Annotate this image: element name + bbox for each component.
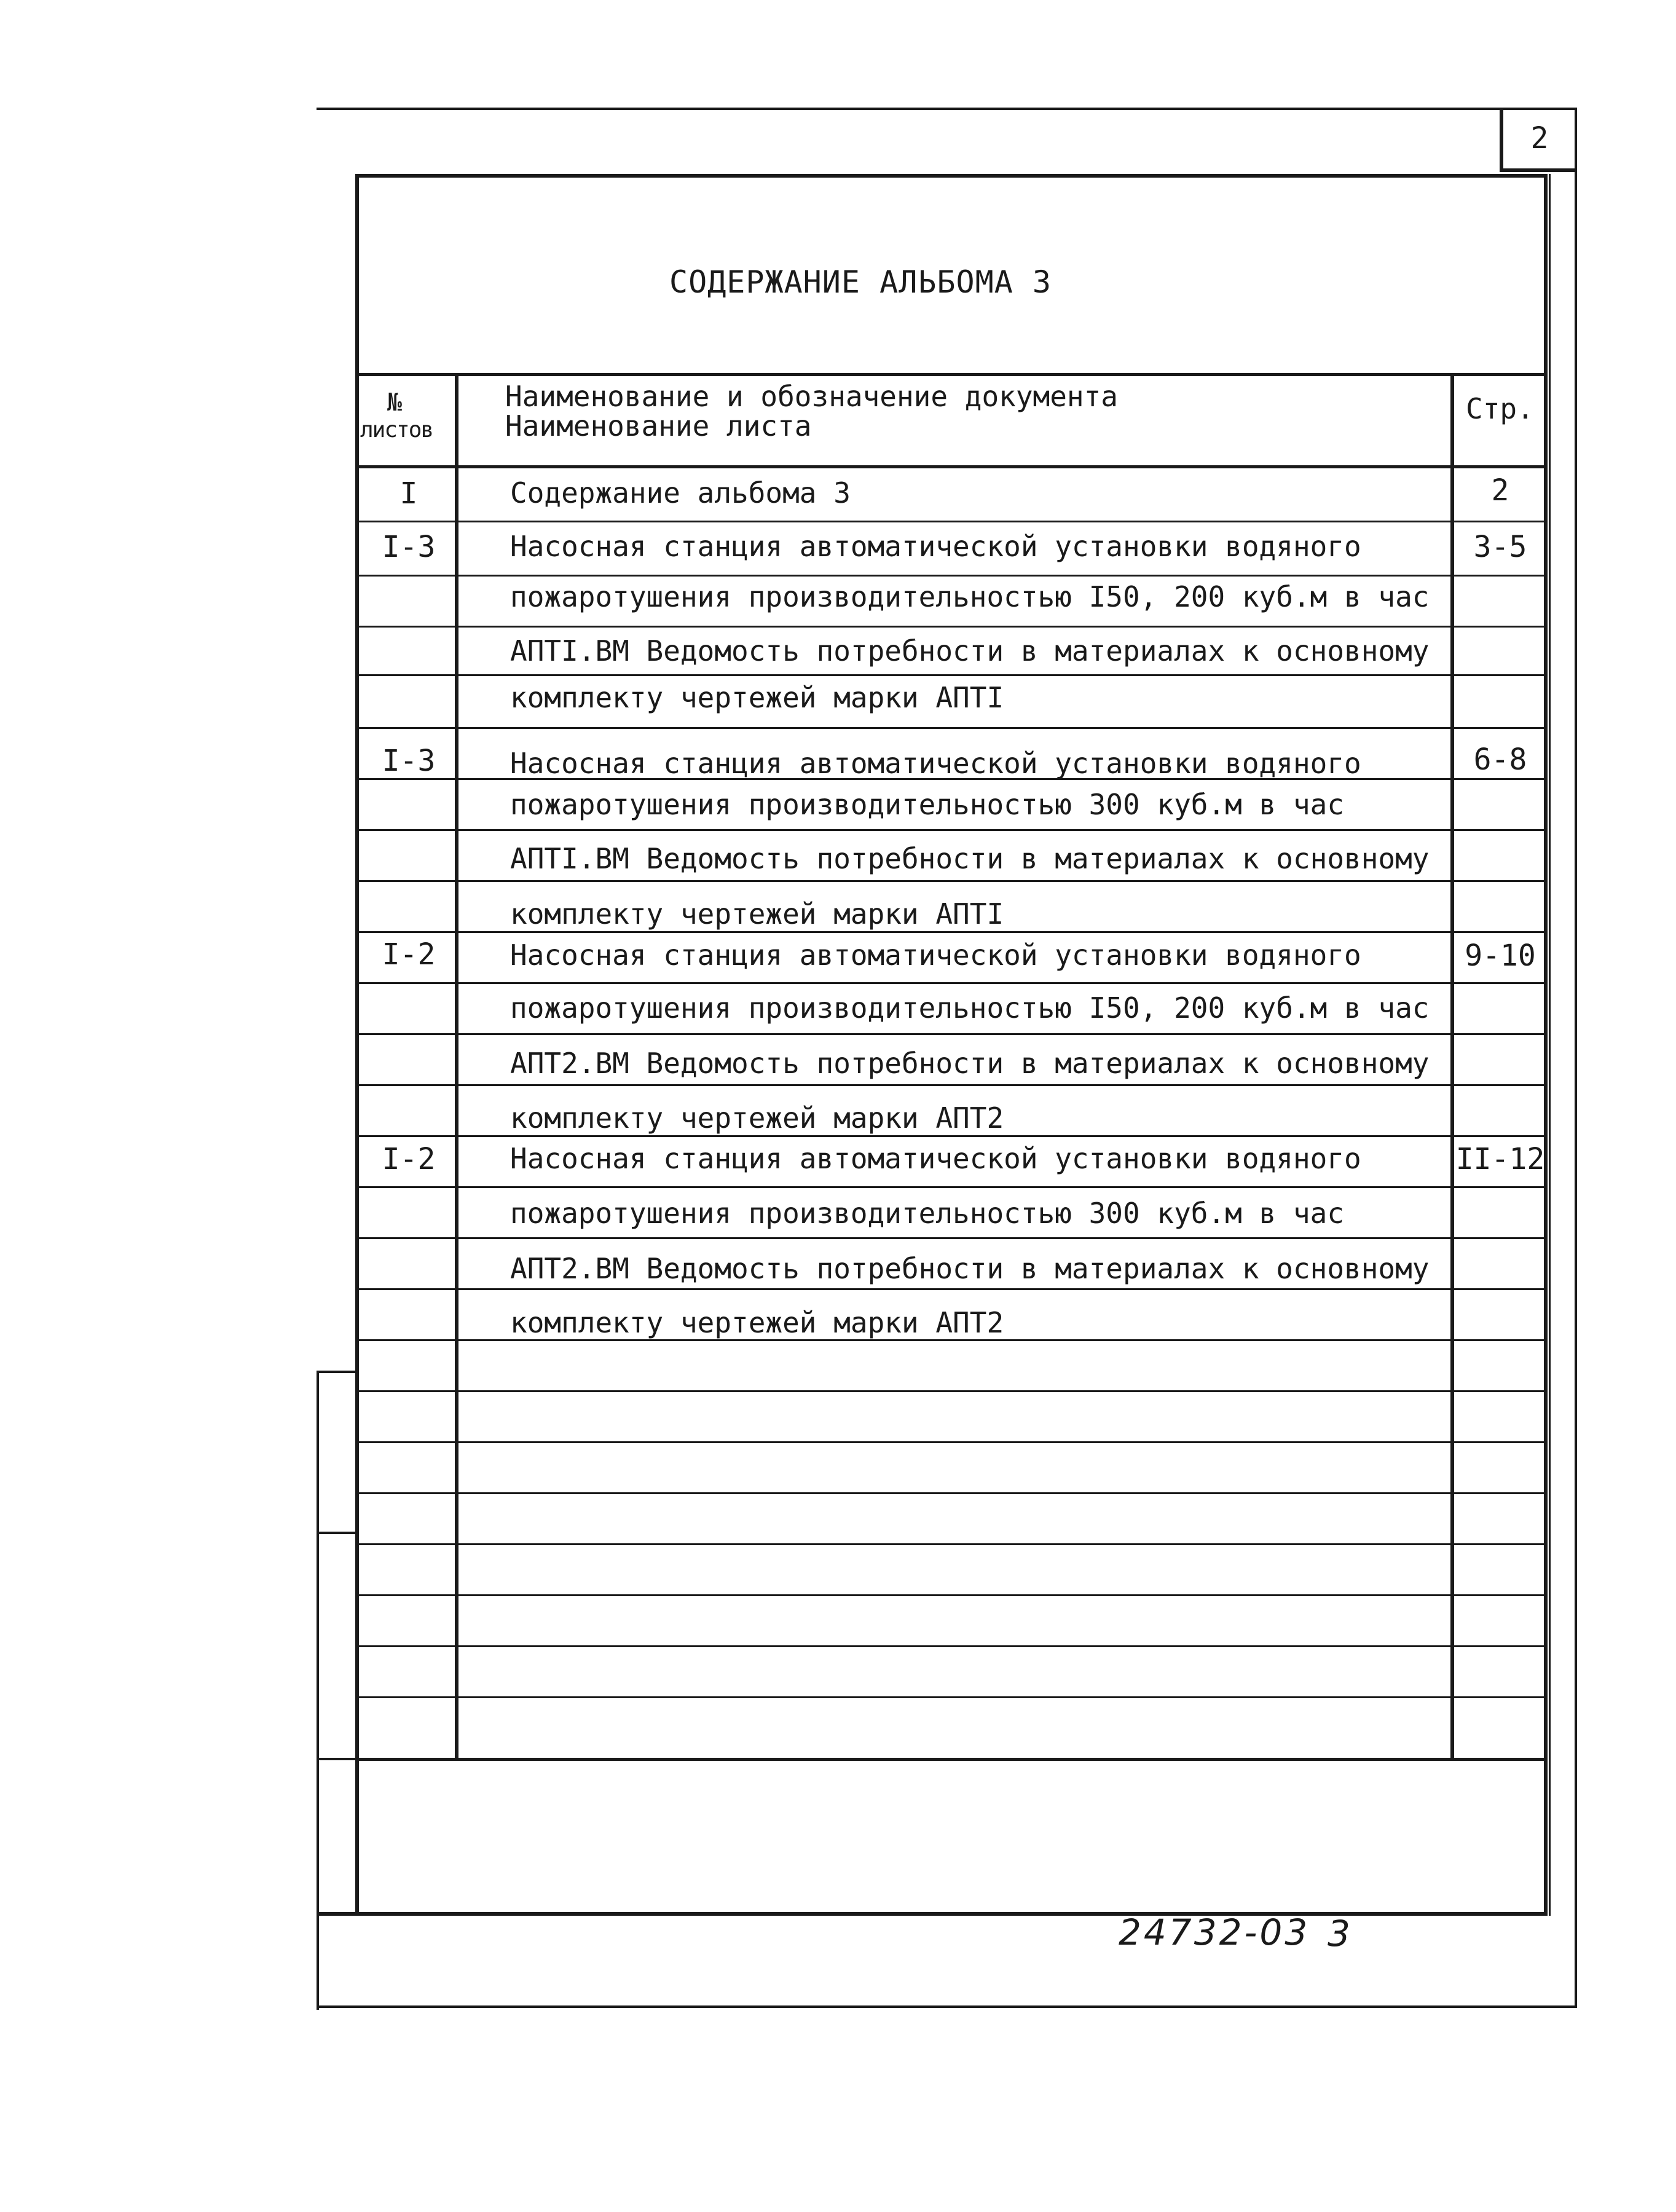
row-line (359, 829, 1544, 831)
main-frame-top (355, 174, 1548, 178)
row-line (359, 1084, 1544, 1086)
header-name-line2: Наименование листа (505, 409, 812, 443)
binding-strip-top (317, 1371, 357, 1373)
page-ref: 9-10 (1465, 939, 1536, 973)
sheet-name: Насосная станция автоматической установки водяного (510, 747, 1361, 780)
col-divider-num (455, 373, 458, 1759)
main-frame-right (1544, 174, 1548, 1916)
page-ref: II-12 (1455, 1142, 1545, 1176)
sheet-name: комплекту чертежей марки АПТ2 (510, 1101, 1004, 1135)
row-line (359, 982, 1544, 984)
row-line (359, 880, 1544, 882)
outer-frame-top (317, 108, 1576, 110)
sheet-name: Насосная станция автоматической установки водяного (510, 530, 1361, 563)
main-frame-left (355, 174, 359, 1916)
sheet-name: комплекту чертежей марки АПТI (510, 897, 1004, 931)
row-line (359, 674, 1544, 676)
header-page-label: Стр. (1466, 392, 1534, 425)
sheet-name: пожаротушения производительностью 300 куб.м в час (510, 1197, 1345, 1230)
sheet-num: I (399, 476, 418, 511)
sheet-name: пожаротушения производительностью I50, 200 куб.м в час (510, 580, 1430, 613)
row-line (359, 1237, 1544, 1239)
row-line (359, 575, 1544, 577)
header-num-symbol: № (387, 388, 403, 417)
outer-frame-right (1575, 108, 1577, 2008)
header-num-label: листов (360, 417, 433, 443)
row-line (359, 1696, 1544, 1698)
row-line (359, 727, 1544, 729)
header-name-line1: Наименование и обозначение документа (505, 380, 1118, 413)
sheet-name: АПТ2.ВМ Ведомость потребности в материалах к основному (510, 1047, 1430, 1080)
table-header-bottom-border (355, 465, 1548, 468)
binding-strip-mid1 (317, 1532, 357, 1534)
binding-strip-mid2 (317, 1758, 357, 1760)
row-line (359, 1339, 1544, 1341)
row-line (359, 1543, 1544, 1545)
sheet-name: Насосная станция автоматической установки водяного (510, 1142, 1361, 1175)
sheet-name: пожаротушения производительностью I50, 200 куб.м в час (510, 991, 1430, 1025)
row-line (359, 1645, 1544, 1647)
row-line (359, 1594, 1544, 1596)
sheet-num: I-2 (382, 1142, 436, 1176)
binding-strip-right (317, 1371, 319, 1916)
row-line (359, 1288, 1544, 1290)
right-margin-line (1549, 174, 1551, 1916)
row-line (359, 1441, 1544, 1443)
sheet-name: пожаротушения производительностью 300 куб.м в час (510, 788, 1345, 821)
sheet-name: Содержание альбома 3 (510, 476, 851, 510)
album-contents-title: СОДЕРЖАНИЕ АЛЬБОМА 3 (669, 264, 1052, 300)
sheet-name: АПТI.ВМ Ведомость потребности в материалах к основному (510, 634, 1430, 667)
page-number: 2 (1530, 120, 1549, 155)
row-line (359, 931, 1544, 933)
row-line (359, 521, 1544, 522)
row-line (359, 1033, 1544, 1035)
row-line (359, 1186, 1544, 1188)
page-ref: 3-5 (1473, 530, 1527, 564)
row-line (359, 626, 1544, 628)
table-top-border (355, 373, 1548, 376)
row-line (359, 1135, 1544, 1137)
sheet-name: Насосная станция автоматической установки водяного (510, 939, 1361, 972)
page-number-box (1500, 108, 1576, 172)
row-line (359, 1492, 1544, 1494)
sheet-name: комплекту чертежей марки АПТI (510, 681, 1004, 714)
sheet-num: I-3 (382, 744, 436, 778)
table-bottom-border (355, 1758, 1548, 1761)
sheet-name: АПТ2.ВМ Ведомость потребности в материалах к основному (510, 1252, 1430, 1285)
main-frame-bottom (317, 1912, 1548, 1916)
col-divider-page (1450, 373, 1454, 1759)
page-ref: 6-8 (1473, 742, 1527, 777)
row-line (359, 1390, 1544, 1392)
sheet-num: I-3 (382, 530, 436, 564)
sheet-num: I-2 (382, 937, 436, 972)
sheet-name: комплекту чертежей марки АПТ2 (510, 1306, 1004, 1339)
document-code: 24732-03 (1119, 1911, 1310, 1953)
sheet-name: АПТI.ВМ Ведомость потребности в материалах к основному (510, 842, 1430, 875)
page-ref: 2 (1491, 473, 1509, 508)
sheet-number: 3 (1328, 1913, 1350, 1954)
outer-frame-bottom (317, 2005, 1576, 2008)
